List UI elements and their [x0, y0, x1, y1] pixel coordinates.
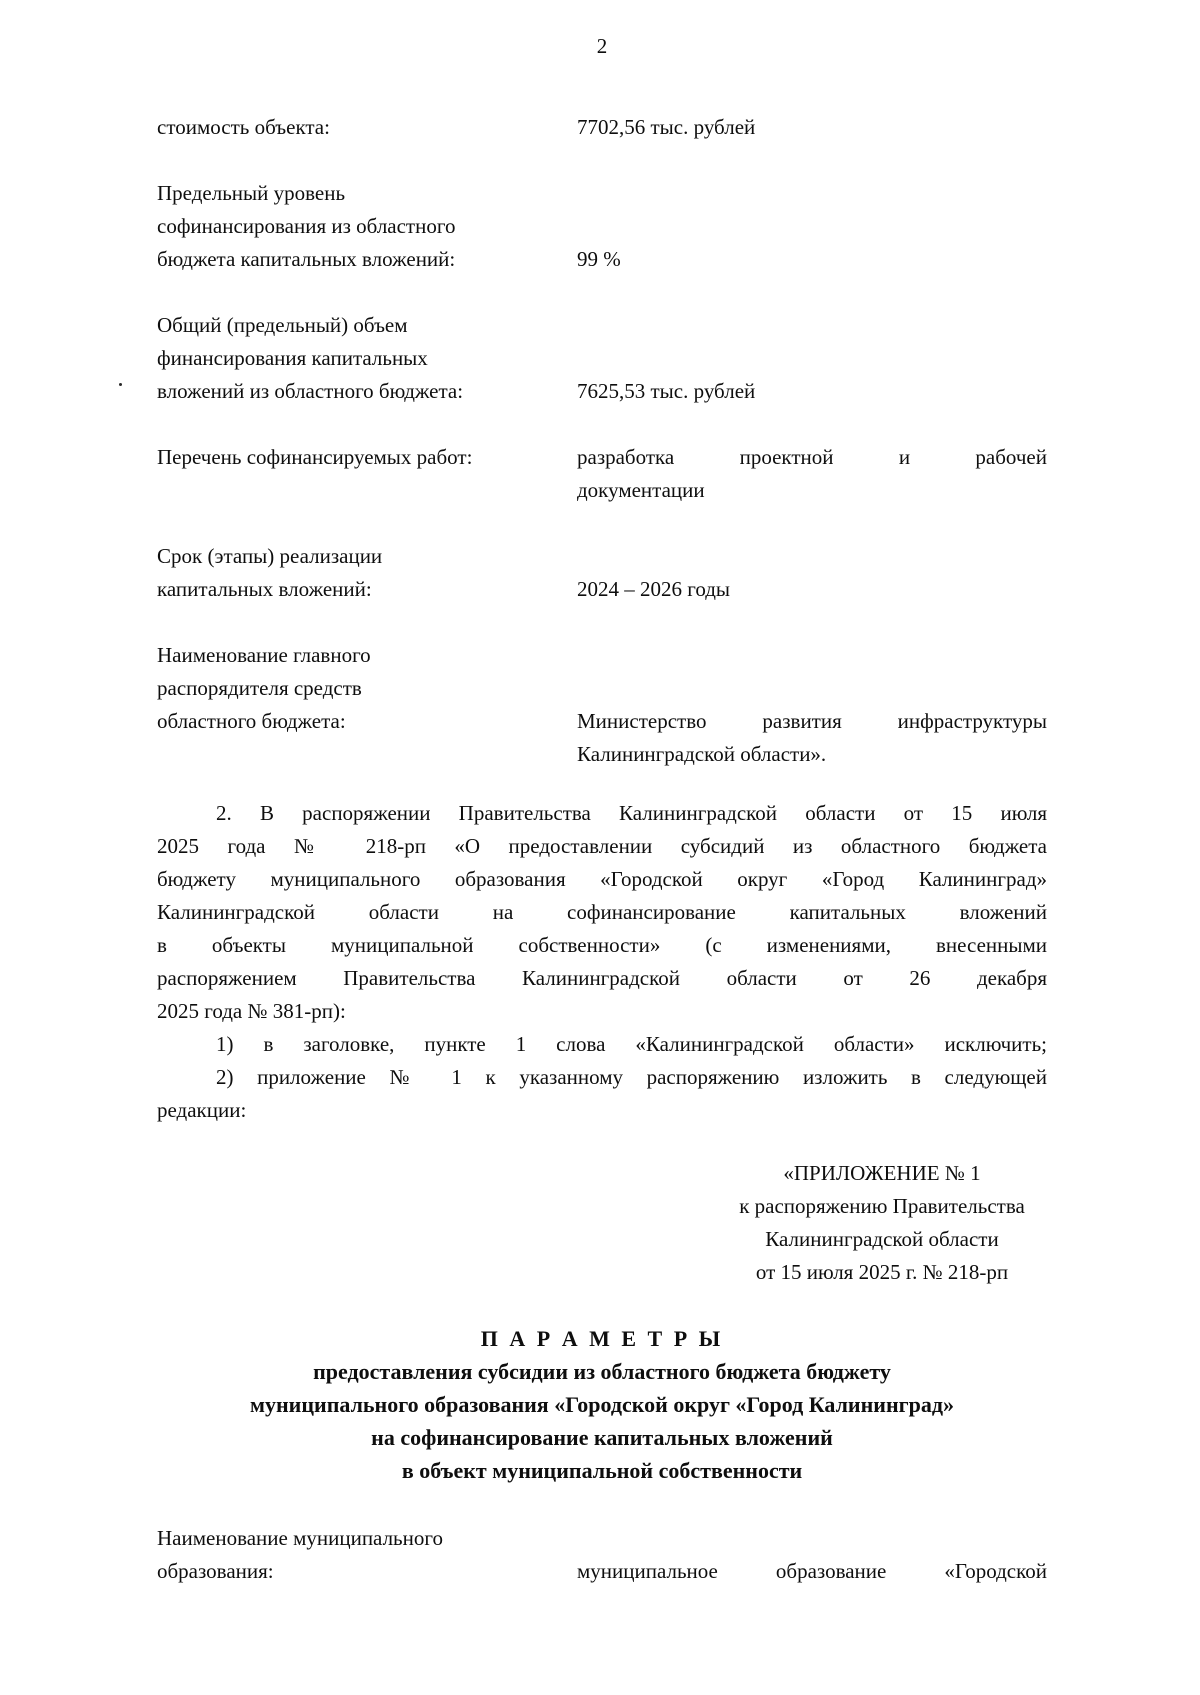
amendment-item-2-line: редакции:	[157, 1098, 247, 1122]
param-label	[157, 309, 577, 408]
param-row-implementation-period	[157, 540, 1047, 606]
annex-reference-line: Калининградской области	[765, 1227, 999, 1251]
annex-reference-line: от 15 июля 2025 г. № 218-рп	[755, 1260, 1009, 1284]
param-label-line: распорядителя средств	[157, 676, 362, 700]
param-value-line: 7702,56 тыс. рублей	[577, 115, 756, 139]
param-value-line: разработка проектной и рабочей	[577, 445, 1047, 469]
paragraph-line: Калининградской области на софинансирование капитальных вложений	[157, 900, 1047, 924]
param-label-line: Наименование главного	[157, 643, 371, 667]
amendment-item-2-line: 2) приложение № 1 к указанному распоряжению изложить в следующей	[216, 1065, 1047, 1089]
param-label	[157, 540, 577, 606]
paragraph-line: 2025 года № 381-рп):	[157, 999, 346, 1023]
annex-parameters-list	[157, 1522, 1047, 1588]
param-label-line: финансирования капитальных	[157, 346, 428, 370]
amendment-item-1: 1) в заголовке, пункте 1 слова «Калининградской области» исключить;	[216, 1032, 1047, 1056]
param-label-line: Предельный уровень	[157, 181, 346, 205]
param-label-line: Наименование муниципального	[157, 1526, 443, 1550]
param-value	[577, 111, 1047, 144]
param-label-line: Срок (этапы) реализации	[157, 544, 383, 568]
param-label-line: стоимость объекта:	[157, 115, 330, 139]
param-label-line: Перечень софинансируемых работ:	[157, 445, 473, 469]
paragraph-line: распоряжением Правительства Калининградской области от 26 декабря	[157, 966, 1047, 990]
param-value-line: Калининградской области».	[577, 742, 827, 766]
param-label-line: софинансирования из областного	[157, 214, 456, 238]
scan-artifact-dot	[119, 383, 122, 386]
param-value	[577, 309, 1047, 408]
annex-reference-line: «ПРИЛОЖЕНИЕ № 1	[783, 1161, 981, 1185]
param-row-works-list	[157, 441, 1047, 507]
param-value	[577, 1522, 1047, 1588]
param-value-line: документации	[577, 478, 705, 502]
param-label-line: образования:	[157, 1559, 274, 1583]
annex-subtitle-line: в объект муниципальной собственности	[401, 1458, 803, 1483]
top-parameters-list	[157, 111, 1047, 771]
param-label	[157, 177, 577, 276]
param-row-chief-administrator	[157, 639, 1047, 771]
param-label-line: Общий (предельный) объем	[157, 313, 408, 337]
param-value-line: 7625,53 тыс. рублей	[577, 379, 756, 403]
param-value-line: Министерство развития инфраструктуры	[577, 709, 1047, 733]
annex-subtitle-line: на софинансирование капитальных вложений	[371, 1425, 833, 1450]
param-value	[577, 540, 1047, 606]
paragraph-line: 2. В распоряжении Правительства Калининградской области от 15 июля	[216, 801, 1047, 825]
param-label	[157, 441, 577, 507]
param-row-total-financing	[157, 309, 1047, 408]
param-value	[577, 177, 1047, 276]
param-value	[577, 639, 1047, 771]
param-label-line: вложений из областного бюджета:	[157, 379, 464, 403]
annex-subtitle-line: муниципального образования «Городской округ «Город Калининград»	[250, 1392, 954, 1417]
annex-title-block	[157, 1322, 1047, 1487]
annex-subtitle-line: предоставления субсидии из областного бюджета бюджету	[313, 1359, 891, 1384]
annex-reference-line: к распоряжению Правительства	[739, 1194, 1025, 1218]
param-value-line: 2024 – 2026 годы	[577, 577, 731, 601]
paragraph-line: 2025 года № 218-рп «О предоставлении субсидий из областного бюджета	[157, 834, 1047, 858]
page-number: 2	[596, 34, 608, 58]
param-row-object-cost	[157, 111, 1047, 144]
param-label-line: капитальных вложений:	[157, 577, 372, 601]
annex-reference-block	[717, 1157, 1047, 1289]
param-label-line: бюджета капитальных вложений:	[157, 247, 456, 271]
param-row-cofinancing-level	[157, 177, 1047, 276]
param-value	[577, 441, 1047, 507]
param-value-line: 99 %	[577, 247, 621, 271]
paragraph-line: бюджету муниципального образования «Городской округ «Город Калининград»	[157, 867, 1047, 891]
annex-title-heading: П А Р А М Е Т Р Ы	[480, 1326, 724, 1351]
page-content	[157, 0, 1047, 1588]
param-label	[157, 639, 577, 771]
paragraph-line: в объекты муниципальной собственности» (с изменениями, внесенными	[157, 933, 1047, 957]
param-label	[157, 1522, 577, 1588]
param-value-line: муниципальное образование «Городской	[577, 1559, 1047, 1583]
amendment-section	[157, 797, 1047, 1127]
param-row-municipality-name	[157, 1522, 1047, 1588]
param-label-line: областного бюджета:	[157, 709, 346, 733]
param-label	[157, 111, 577, 144]
